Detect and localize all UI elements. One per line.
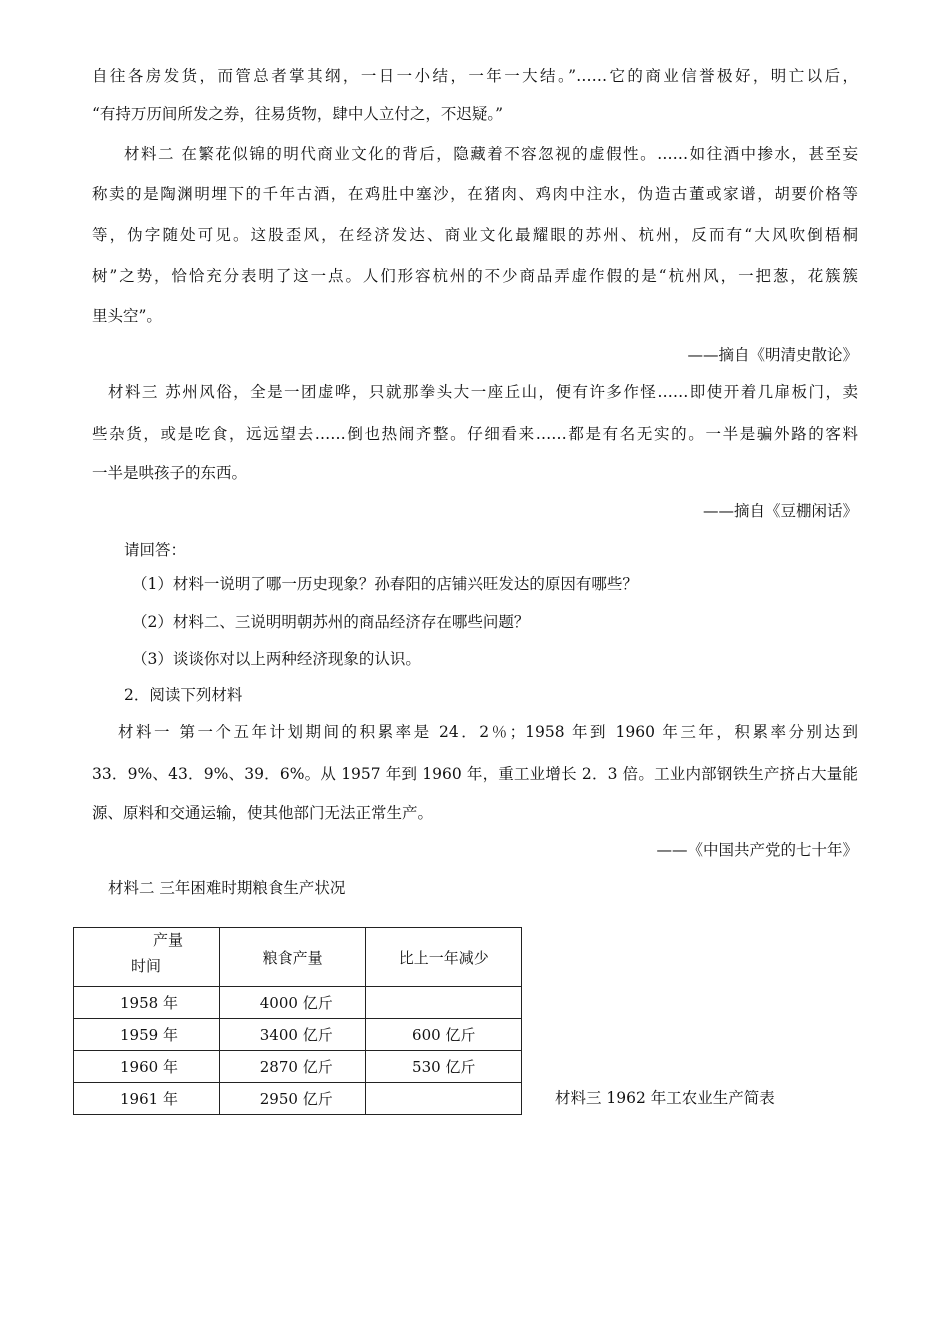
paragraph-line: 自往各房发货，而管总者掌其纲，一日一小结，一年一大结。”……它的商业信誉极好，明亡以后， xyxy=(92,67,858,85)
table-header-row xyxy=(74,928,522,987)
material-1-line: 材料一 第一个五年计划期间的积累率是 24．2％；1958 年到 1960 年三年，积累率分别达到 xyxy=(118,723,858,741)
material-1-line: 33．9%、43．9%、39．6%。从 1957 年到 1960 年，重工业增长 2．3 倍。工业内部钢铁生产挤占大量能 xyxy=(92,765,858,783)
material-3-line: 材料三 苏州风俗，全是一团虚哗，只就那拳头大一座丘山，便有许多作怪……即使开着几扉板门，卖 xyxy=(108,383,858,401)
material-3-line: 些杂货，或是吃食，远远望去……倒也热闹齐整。仔细看来……都是有名无实的。一半是骗外路的客料 xyxy=(92,425,858,443)
header-output-label: 产量 xyxy=(153,931,184,949)
grain-cell: 2950 亿斤 xyxy=(219,1083,366,1115)
year-cell: 1960 年 xyxy=(74,1051,220,1083)
material-3-line: 一半是哄孩子的东西。 xyxy=(92,464,248,482)
paragraph-line: “有持万历间所发之券，往易货物，肆中人立付之，不迟疑。” xyxy=(92,105,504,123)
question-prompt: 请回答： xyxy=(124,541,187,559)
source-citation: ——摘自《明清史散论》 xyxy=(687,346,858,364)
year-cell: 1959 年 xyxy=(74,1019,220,1051)
header-time-label: 时间 xyxy=(131,957,162,975)
header-decrease: 比上一年减少 xyxy=(366,928,522,987)
source-citation: ——《中国共产党的七十年》 xyxy=(656,841,858,859)
material-2-line: 树”之势，恰恰充分表明了这一点。人们形容杭州的不少商品弄虚作假的是“杭州风，一把葱，花簇簇 xyxy=(92,267,858,285)
question-1: （1）材料一说明了哪一历史现象？孙春阳的店铺兴旺发达的原因有哪些？ xyxy=(132,575,638,593)
decrease-cell: 530 亿斤 xyxy=(366,1051,522,1083)
table-row xyxy=(74,1019,522,1051)
grain-cell: 2870 亿斤 xyxy=(219,1051,366,1083)
table-row xyxy=(74,1083,522,1115)
material-2-line: 等，伪字随处可见。这股歪风，在经济发达、商业文化最耀眼的苏州、杭州，反而有“大风吹倒梧桐 xyxy=(92,226,858,244)
year-cell: 1961 年 xyxy=(74,1083,220,1115)
grain-production-table xyxy=(73,927,522,1115)
grain-cell: 3400 亿斤 xyxy=(219,1019,366,1051)
question-2: （2）材料二、三说明明朝苏州的商品经济存在哪些问题？ xyxy=(132,613,530,631)
material-2-line: 里头空”。 xyxy=(92,307,162,325)
header-grain-output: 粮食产量 xyxy=(219,928,366,987)
material-2-line: 材料二 在繁花似锦的明代商业文化的背后，隐藏着不容忽视的虚假性。……如往酒中掺水，甚至妄 xyxy=(124,145,858,163)
source-citation: ——摘自《豆棚闲话》 xyxy=(702,502,858,520)
material-3-caption: 材料三 1962 年工农业生产简表 xyxy=(555,1089,775,1107)
table-row xyxy=(74,987,522,1019)
decrease-cell xyxy=(366,1083,522,1115)
material-1-line: 源、原料和交通运输，使其他部门无法正常生产。 xyxy=(92,804,434,822)
year-cell: 1958 年 xyxy=(74,987,220,1019)
section-heading: 2．阅读下列材料 xyxy=(124,686,243,704)
grain-cell: 4000 亿斤 xyxy=(219,987,366,1019)
question-3: （3）谈谈你对以上两种经济现象的认识。 xyxy=(132,650,421,668)
diagonal-header-cell xyxy=(74,928,220,987)
table-caption: 材料二 三年困难时期粮食生产状况 xyxy=(108,879,346,897)
material-2-line: 称卖的是陶渊明埋下的千年古酒，在鸡肚中塞沙，在猪肉、鸡肉中注水，伪造古董或家谱，胡要价格等 xyxy=(92,185,858,203)
decrease-cell: 600 亿斤 xyxy=(366,1019,522,1051)
table-row xyxy=(74,1051,522,1083)
decrease-cell xyxy=(366,987,522,1019)
